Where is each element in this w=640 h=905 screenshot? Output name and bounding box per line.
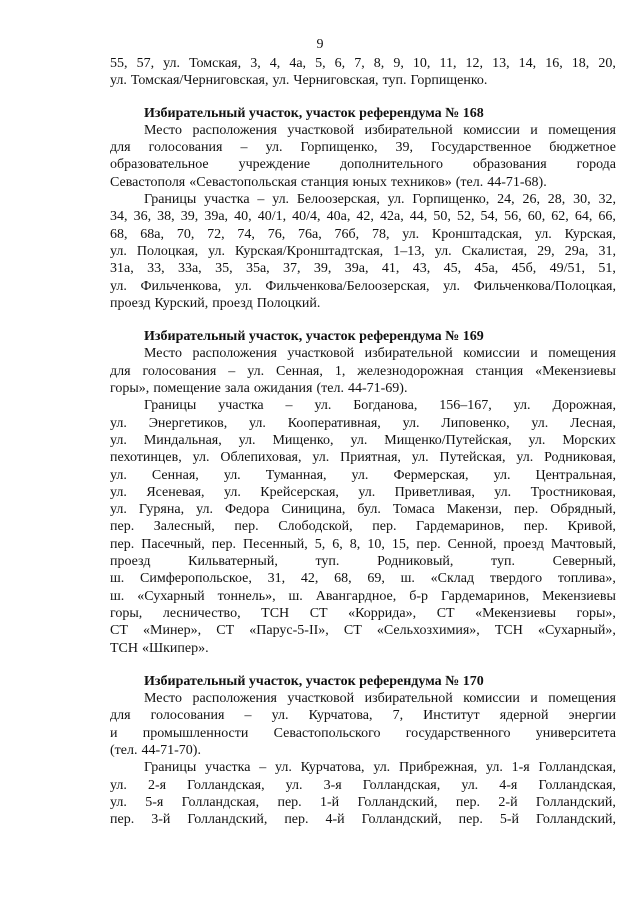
text-line: Севастополя «Севастопольская станция юных техников» (тел. 44-71-68). [110, 174, 547, 190]
paragraph [110, 690, 616, 759]
text-line: ул. Гуряна, ул. Федора Синицина, бул. Томаса Макензи, пер. Обрядный, [110, 502, 616, 518]
paragraph [110, 345, 616, 397]
text-line: Границы участка – ул. Богданова, 156–167, ул. Дорожная, [144, 398, 616, 414]
text-line: ул. Полоцкая, ул. Курская/Кронштадтская, 1–13, ул. Скалистая, 29, 29а, 31, [110, 243, 616, 259]
section-spacer [110, 90, 616, 105]
text-line: СТ «Минер», СТ «Парус-5-II», СТ «Сельхозхимия», ТСН «Сухарный», [110, 623, 616, 639]
page-number: 9 [316, 37, 324, 52]
text-line: 31а, 33, 33а, 35, 35а, 37, 39, 39а, 41, 43, 45, 45а, 45б, 49/51, 51, [110, 261, 616, 277]
text-line: горы», помещение зала ожидания (тел. 44-71-69). [110, 381, 408, 397]
paragraph [110, 759, 616, 828]
section-heading: Избирательный участок, участок референдума № 169 [144, 329, 484, 345]
text-line: 55, 57, ул. Томская, 3, 4, 4а, 5, 6, 7, 8, 9, 10, 11, 12, 13, 14, 16, 18, 20, [110, 56, 616, 71]
text-line: ш. «Сухарный тоннель», ш. Авангардное, б-р Гардемаринов, Мекензиевы [110, 588, 616, 604]
paragraph [110, 397, 616, 656]
polling-station-section [110, 673, 616, 829]
text-line: 34, 36, 38, 39, 39а, 40, 40/1, 40/4, 40а, 42, 42а, 44, 50, 52, 54, 56, 60, 62, 64, 66, [110, 209, 616, 225]
text-line: для голосования – ул. Сенная, 1, железнодорожная станция «Мекензиевы [110, 363, 616, 379]
text-line: ул. Томская/Черниговская, ул. Черниговская, туп. Горпищенко. [110, 73, 488, 89]
text-line: ТСН «Шкипер». [110, 640, 209, 656]
text-line: ул. Фильченкова, ул. Фильченкова/Белоозерская, ул. Фильченкова/Полоцкая, [110, 278, 616, 294]
document-body [110, 55, 616, 828]
text-line: Границы участка – ул. Курчатова, ул. Прибрежная, ул. 1-я Голландская, [144, 760, 616, 776]
section-heading: Избирательный участок, участок референдума № 168 [144, 105, 484, 121]
text-line: Место расположения участковой избирательной комиссии и помещения [144, 122, 616, 138]
section-heading: Избирательный участок, участок референдума № 170 [144, 673, 484, 689]
polling-station-section [110, 105, 616, 313]
text-line: ул. Ясеневая, ул. Крейсерская, ул. Приветливая, ул. Тростниковая, [110, 484, 616, 500]
section-spacer [110, 312, 616, 328]
text-line: ул. Энергетиков, ул. Кооперативная, ул. Липовенко, ул. Лесная, [110, 415, 616, 431]
text-line: проезд Кильватерный, туп. Родниковый, туп. Северный, [110, 554, 616, 570]
section-spacer [110, 657, 616, 673]
text-line: ул. Сенная, ул. Туманная, ул. Фермерская, ул. Центральная, [110, 467, 616, 483]
paragraph [110, 191, 616, 312]
text-line: и промышленности Севастопольского государственного университета [110, 725, 616, 741]
text-line: пер. Залесный, пер. Слободской, пер. Гардемаринов, пер. Кривой, [110, 519, 616, 535]
text-line: образовательное учреждение дополнительного образования города [110, 157, 616, 173]
text-line: ул. Миндальная, ул. Мищенко, ул. Мищенко/Путейская, ул. Морских [110, 432, 616, 448]
text-line: Границы участка – ул. Белоозерская, ул. Горпищенко, 24, 26, 28, 30, 32, [144, 192, 616, 208]
paragraph [110, 55, 616, 90]
polling-station-section [110, 328, 616, 657]
text-line: проезд Курский, проезд Полоцкий. [110, 295, 321, 311]
text-line: Место расположения участковой избирательной комиссии и помещения [144, 346, 616, 362]
text-line: ул. 5-я Голландская, пер. 1-й Голландский, пер. 2-й Голландский, [110, 794, 616, 810]
text-line: 68, 68а, 70, 72, 74, 76, 76а, 76б, 78, ул. Кронштадская, ул. Курская, [110, 226, 616, 242]
text-line: Место расположения участковой избирательной комиссии и помещения [144, 691, 616, 707]
paragraph [110, 122, 616, 191]
text-line: пер. Пасечный, пер. Песенный, 5, 6, 8, 10, 15, пер. Сенной, проезд Мачтовый, [110, 536, 616, 552]
text-line: ул. 2-я Голландская, ул. 3-я Голландская, ул. 4-я Голландская, [110, 777, 616, 793]
text-line: для голосования – ул. Курчатова, 7, Институт ядерной энергии [110, 708, 616, 724]
text-line: (тел. 44-71-70). [110, 742, 201, 758]
text-line: пер. 3-й Голландский, пер. 4-й Голландский, пер. 5-й Голландский, [110, 812, 616, 828]
text-line: ш. Симферопольское, 31, 42, 68, 69, ш. «Склад твердого топлива», [110, 571, 616, 587]
text-line: пехотинцев, ул. Облепиховая, ул. Приятная, ул. Путейская, ул. Родниковая, [110, 450, 616, 466]
text-line: горы, лесничество, ТСН СТ «Коррида», СТ «Мекензиевы горы», [110, 605, 616, 621]
text-line: для голосования – ул. Горпищенко, 39, Государственное бюджетное [110, 140, 616, 156]
